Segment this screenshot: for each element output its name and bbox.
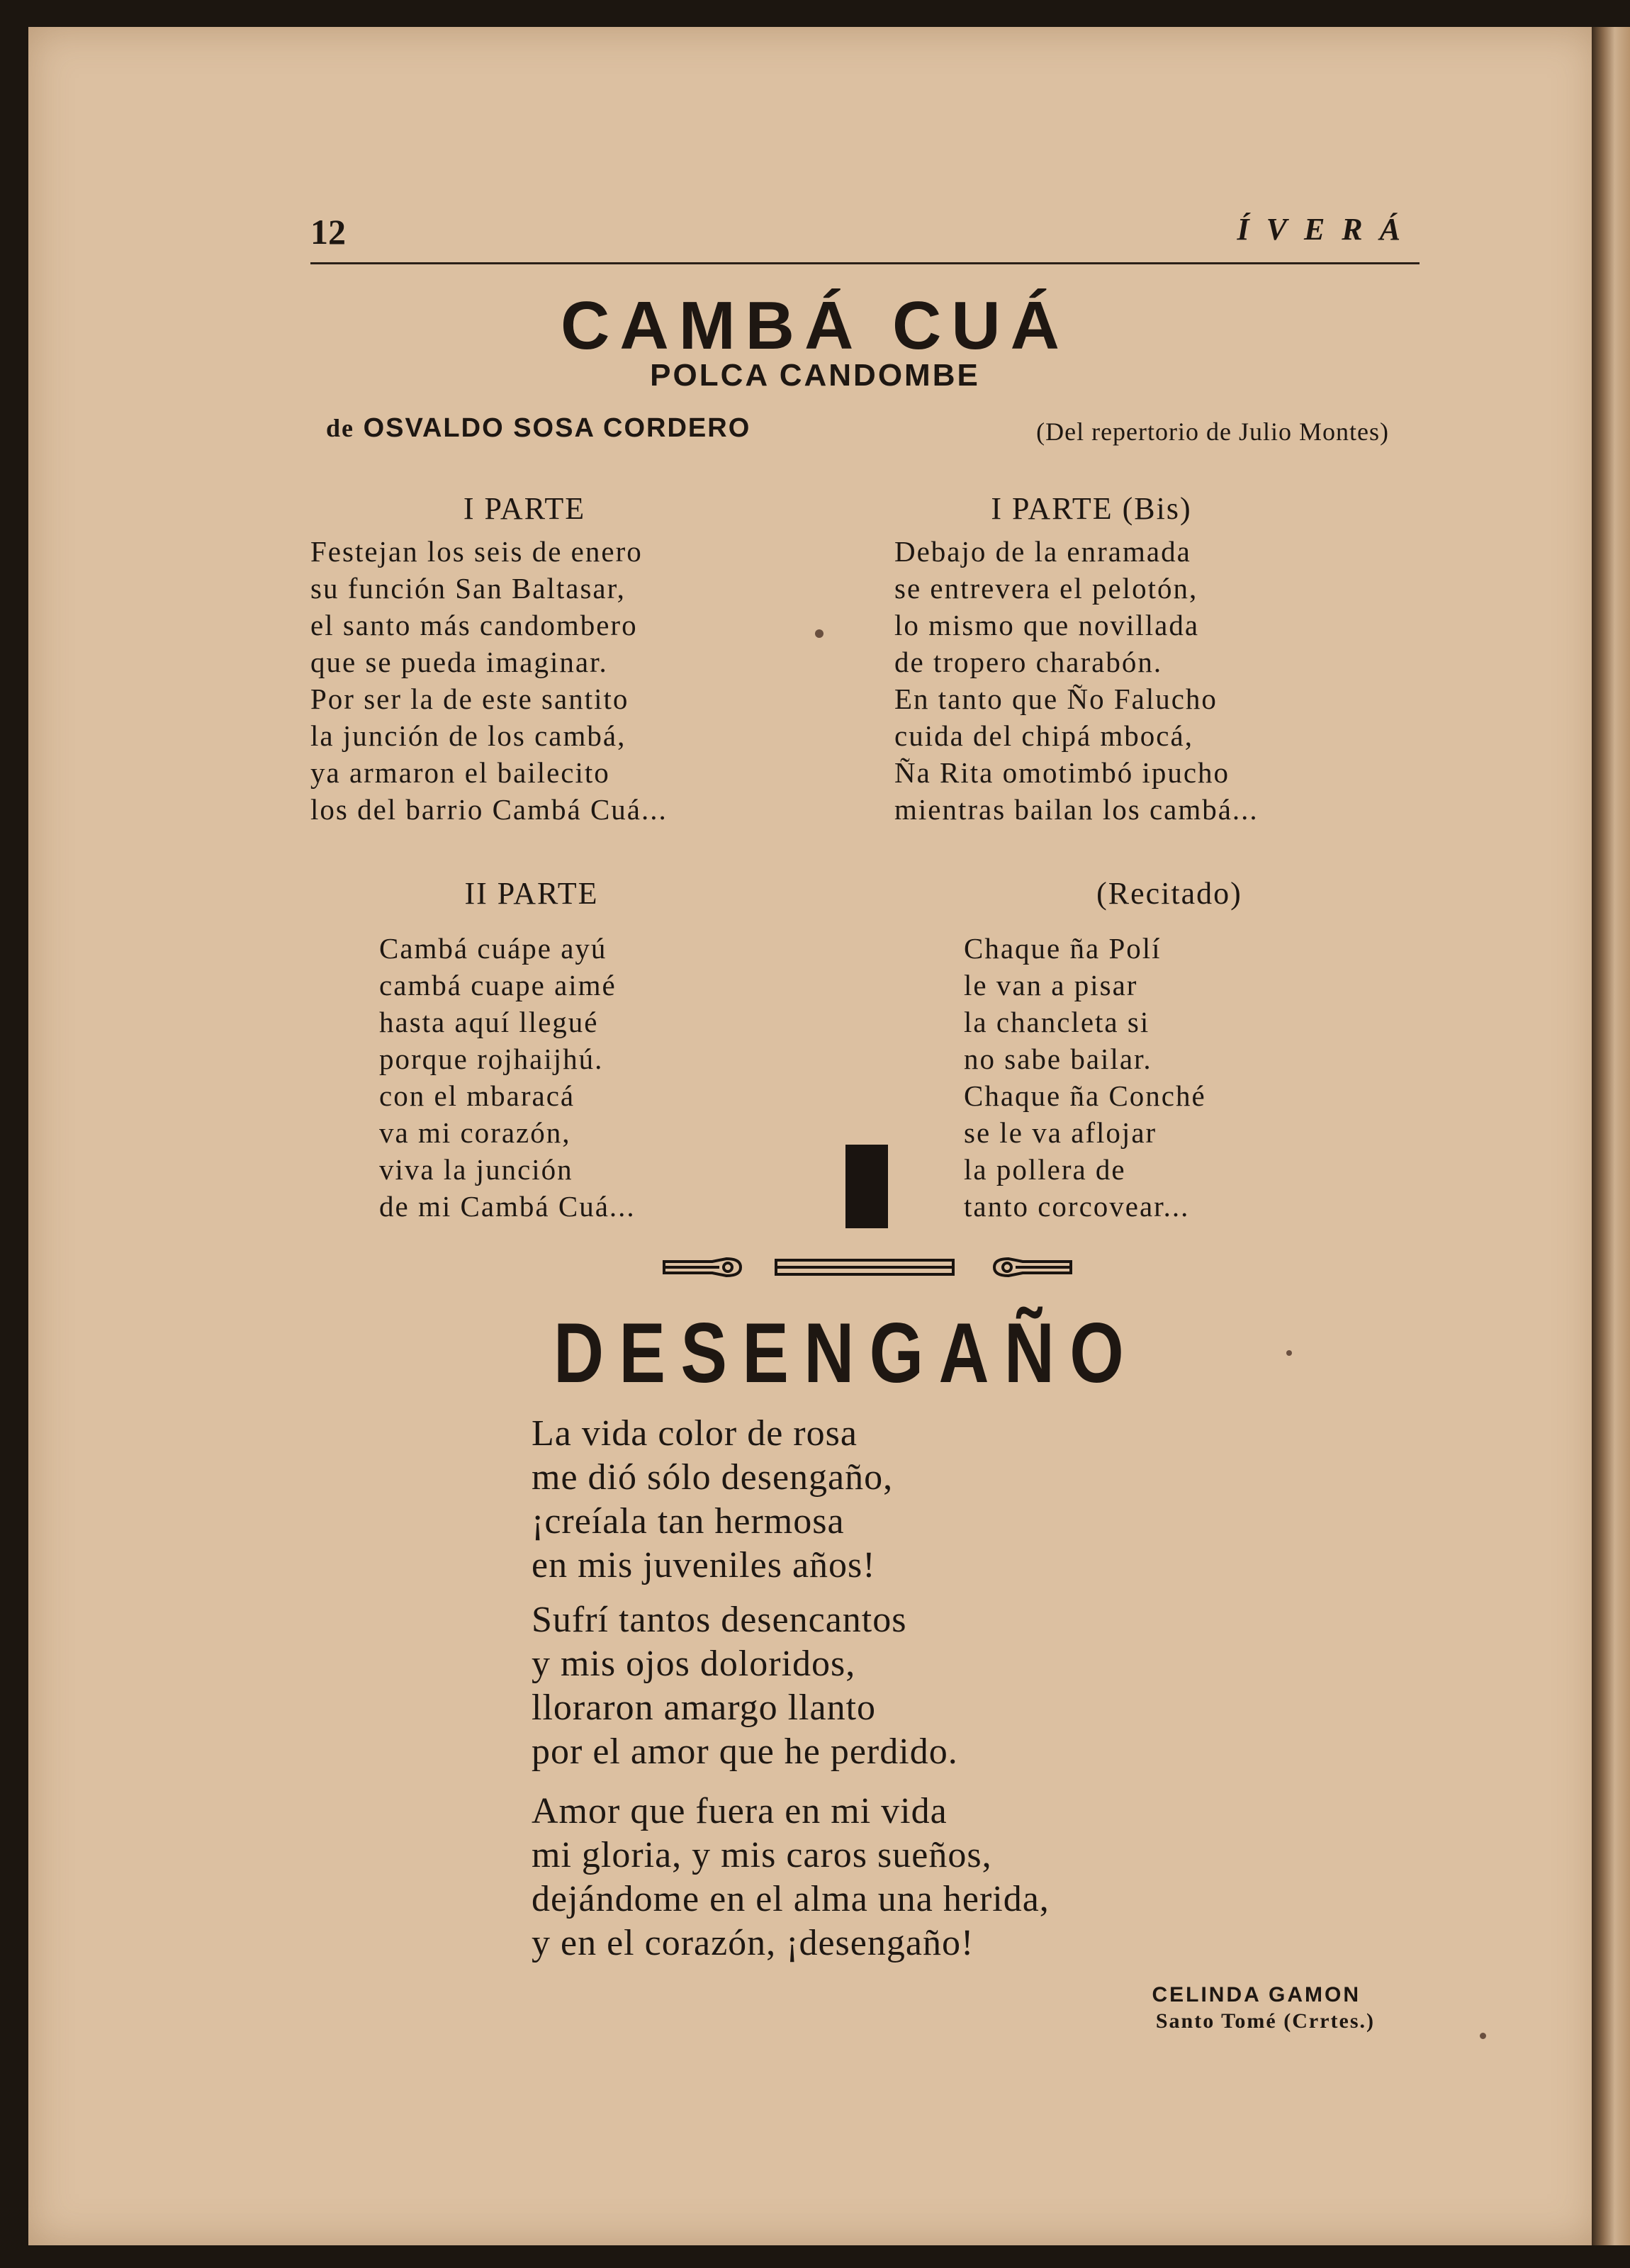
verse-line: Chaque ña Polí <box>964 932 1162 965</box>
verse-line: de mi Cambá Cuá... <box>379 1190 636 1223</box>
book-fold-edge <box>1592 27 1630 2245</box>
verse-line: me dió sólo desengaño, <box>532 1457 894 1498</box>
song-title: CAMBÁ CUÁ <box>561 288 1069 364</box>
verse-line: en mis juveniles años! <box>532 1545 876 1585</box>
verse-line: su función San Baltasar, <box>310 572 626 605</box>
verse-parte-1 <box>310 533 668 828</box>
verse-line: tanto corcovear... <box>964 1190 1190 1223</box>
poem-stanza-3 <box>532 1790 1050 1965</box>
verse-line: Debajo de la enramada <box>894 535 1191 568</box>
verse-line: viva la junción <box>379 1153 573 1186</box>
page-number: 12 <box>310 212 346 252</box>
signature-place: Santo Tomé (Crrtes.) <box>1155 2009 1375 2033</box>
verse-line: con el mbaracá <box>379 1079 575 1112</box>
author-prefix: de <box>326 414 354 442</box>
verse-line: y mis ojos doloridos, <box>532 1644 856 1684</box>
verse-line: Festejan los seis de enero <box>310 535 643 568</box>
verse-line: los del barrio Cambá Cuá... <box>310 793 668 826</box>
decorative-rule-ornament-icon <box>663 1253 1072 1281</box>
verse-line: cuida del chipá mbocá, <box>894 719 1193 752</box>
verse-line: y en el corazón, ¡desengaño! <box>532 1923 974 1963</box>
verse-line: La vida color de rosa <box>532 1413 858 1454</box>
header-rule <box>310 262 1420 264</box>
black-rectangle-ornament-icon <box>845 1145 888 1228</box>
verse-line: Ña Rita omotimbó ipucho <box>894 756 1230 789</box>
paper-speck <box>1286 1350 1292 1356</box>
section-heading-parte-2: II PARTE <box>464 876 599 911</box>
signature-name: CELINDA GAMON <box>1152 1983 1361 2006</box>
verse-line: lloraron amargo llanto <box>532 1688 877 1728</box>
paper-speck <box>815 629 824 638</box>
section-heading-parte-1-bis: I PARTE (Bis) <box>991 491 1192 526</box>
repertoire-note: (Del repertorio de Julio Montes) <box>1036 417 1389 446</box>
verse-line: lo mismo que novillada <box>894 609 1200 641</box>
verse-parte-1-bis <box>894 533 1259 828</box>
verse-line: mientras bailan los cambá... <box>894 793 1259 826</box>
verse-line: Por ser la de este santito <box>310 683 629 715</box>
verse-line: En tanto que Ño Falucho <box>894 683 1218 715</box>
verse-line: por el amor que he perdido. <box>532 1731 958 1772</box>
author-name: OSVALDO SOSA CORDERO <box>363 413 751 443</box>
verse-line: ya armaron el bailecito <box>310 756 610 789</box>
verse-line: mi gloria, y mis caros sueños, <box>532 1835 992 1875</box>
verse-line: dejándome en el alma una herida, <box>532 1879 1050 1919</box>
verse-line: la junción de los cambá, <box>310 719 626 752</box>
running-head: ÍVERÁ <box>1237 212 1417 247</box>
verse-line: se le va aflojar <box>964 1116 1157 1149</box>
verse-line: Chaque ña Conché <box>964 1079 1206 1112</box>
verse-line: va mi corazón, <box>379 1116 571 1149</box>
poem-stanza-1 <box>532 1412 893 1588</box>
verse-line: no sabe bailar. <box>964 1043 1152 1075</box>
paper-speck <box>1480 2033 1486 2039</box>
verse-line: le van a pisar <box>964 969 1138 1001</box>
verse-line: ¡creíala tan hermosa <box>532 1501 845 1542</box>
author-line <box>326 413 865 444</box>
verse-line: Cambá cuápe ayú <box>379 932 607 965</box>
verse-parte-2 <box>379 930 636 1225</box>
verse-line: el santo más candombero <box>310 609 638 641</box>
verse-line: se entrevera el pelotón, <box>894 572 1198 605</box>
section-heading-parte-1: I PARTE <box>463 491 586 526</box>
verse-line: que se pueda imaginar. <box>310 646 608 678</box>
song-subtitle: POLCA CANDOMBE <box>650 358 980 393</box>
verse-line: cambá cuape aimé <box>379 969 617 1001</box>
poem-title: DESENGAÑO <box>553 1306 1140 1400</box>
verse-recitado <box>964 930 1206 1225</box>
verse-line: la chancleta si <box>964 1006 1150 1038</box>
section-heading-recitado: (Recitado) <box>1096 876 1242 911</box>
verse-line: de tropero charabón. <box>894 646 1163 678</box>
verse-line: Amor que fuera en mi vida <box>532 1791 948 1831</box>
verse-line: la pollera de <box>964 1153 1126 1186</box>
verse-line: porque rojhaijhú. <box>379 1043 604 1075</box>
verse-line: Sufrí tantos desencantos <box>532 1600 907 1640</box>
poem-stanza-2 <box>532 1598 958 1774</box>
verse-line: hasta aquí llegué <box>379 1006 599 1038</box>
